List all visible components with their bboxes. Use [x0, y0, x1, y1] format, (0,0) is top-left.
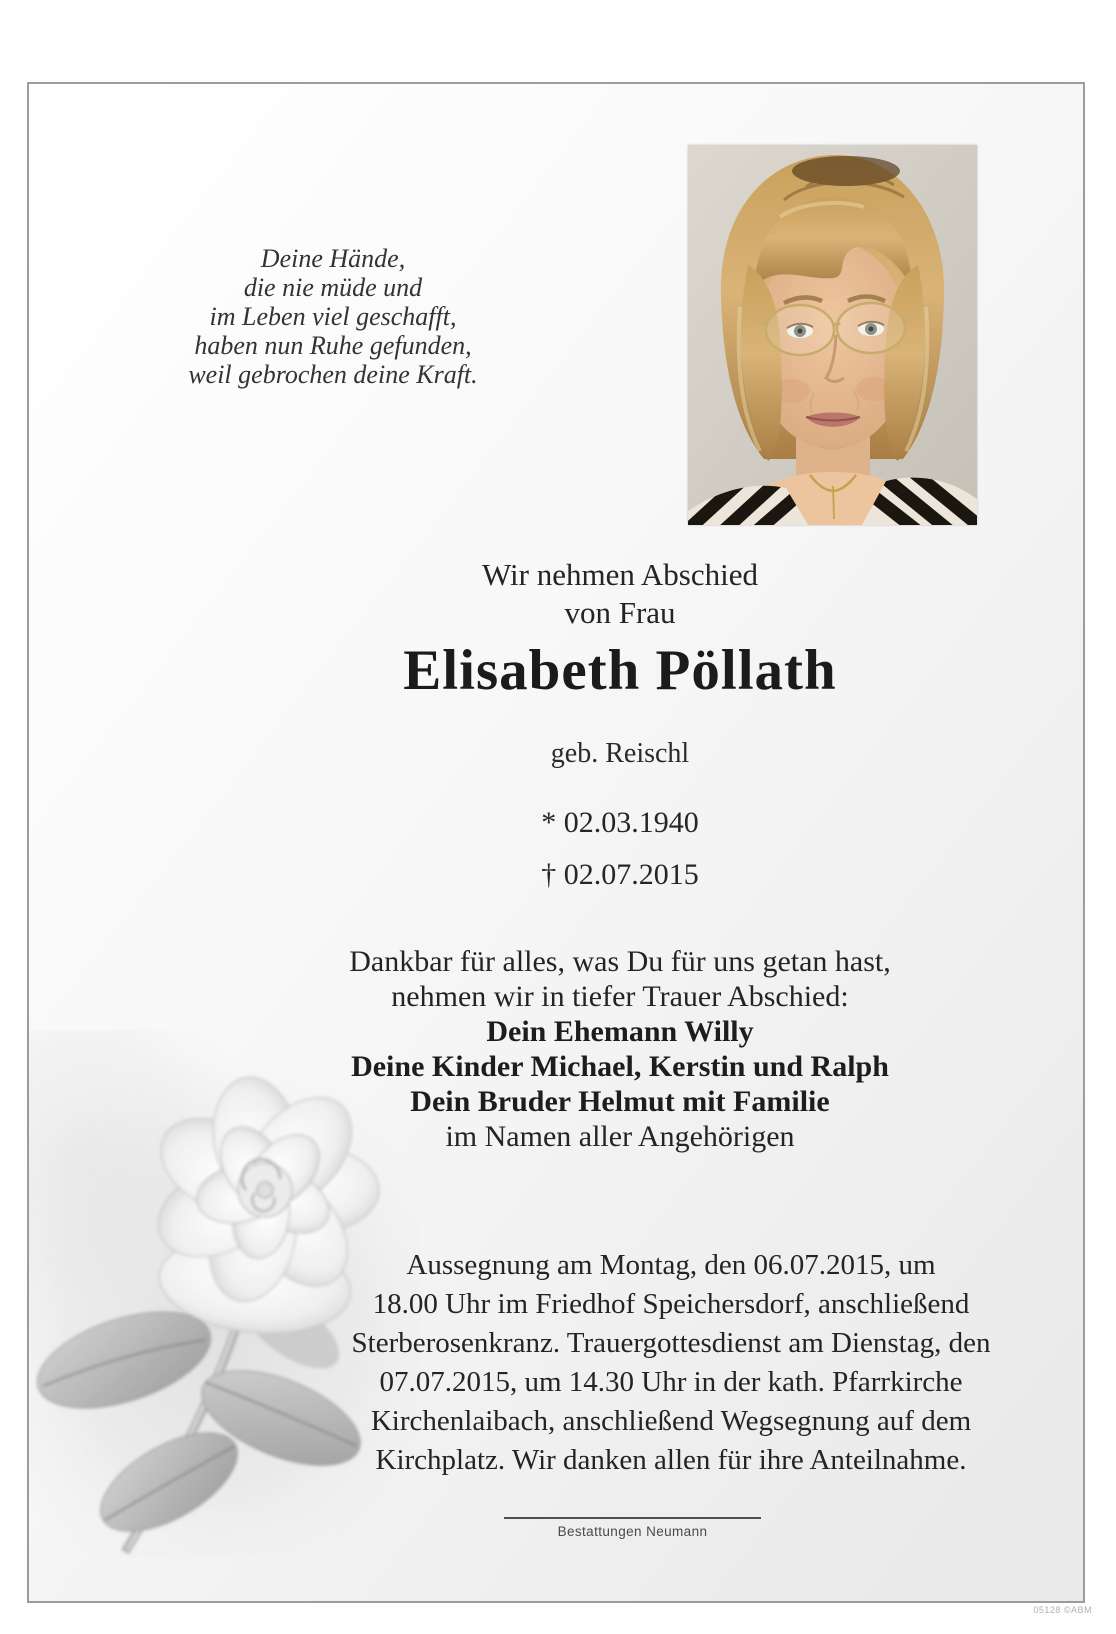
poem-line: weil gebrochen deine Kraft. [188, 360, 478, 389]
intro-line: Wir nehmen Abschied [482, 557, 758, 592]
print-code: 05128 ©ABM [1033, 1605, 1092, 1615]
announcement-line: 07.07.2015, um 14.30 Uhr in der kath. Pfarrkirche [379, 1366, 963, 1398]
announcement-line: Aussegnung am Montag, den 06.07.2015, um [406, 1249, 936, 1281]
footer-divider [504, 1517, 761, 1519]
announcement-line: Sterberosenkranz. Trauergottesdienst am Dienstag, den [351, 1327, 991, 1359]
memorial-poem [133, 244, 533, 389]
portrait-photo [688, 145, 977, 525]
poem-line: haben nun Ruhe gefunden, [194, 331, 472, 360]
mourners-block [320, 944, 920, 1154]
announcement-line: 18.00 Uhr im Friedhof Speichersdorf, anschließend [372, 1288, 970, 1320]
announcement-line: Kirchenlaibach, anschließend Wegsegnung auf dem [370, 1405, 972, 1437]
poem-line: im Leben viel geschafft, [209, 302, 457, 331]
poem-line: die nie müde und [243, 273, 423, 302]
farewell-line: Dankbar für alles, was Du für uns getan hast, [349, 945, 891, 978]
funeral-home-name: Bestattungen Neumann [557, 1524, 708, 1539]
mourner-line: Dein Ehemann Willy [486, 1015, 754, 1048]
intro-line: von Frau [564, 595, 676, 630]
farewell-line: nehmen wir in tiefer Trauer Abschied: [391, 980, 849, 1013]
deceased-name: Elisabeth Pöllath [403, 639, 837, 702]
death-date: † 02.07.2015 [541, 858, 699, 891]
mourner-line: Dein Bruder Helmut mit Familie [410, 1085, 830, 1118]
birth-date: * 02.03.1940 [541, 806, 699, 839]
farewell-closing: im Namen aller Angehörigen [445, 1120, 795, 1153]
maiden-name: geb. Reischl [550, 738, 690, 769]
farewell-intro [320, 556, 920, 632]
mourner-line: Deine Kinder Michael, Kerstin und Ralph [351, 1050, 889, 1083]
announcement-line: Kirchplatz. Wir danken allen für ihre Anteilnahme. [375, 1444, 967, 1476]
poem-line: Deine Hände, [260, 244, 406, 273]
funeral-announcement [314, 1246, 1028, 1480]
